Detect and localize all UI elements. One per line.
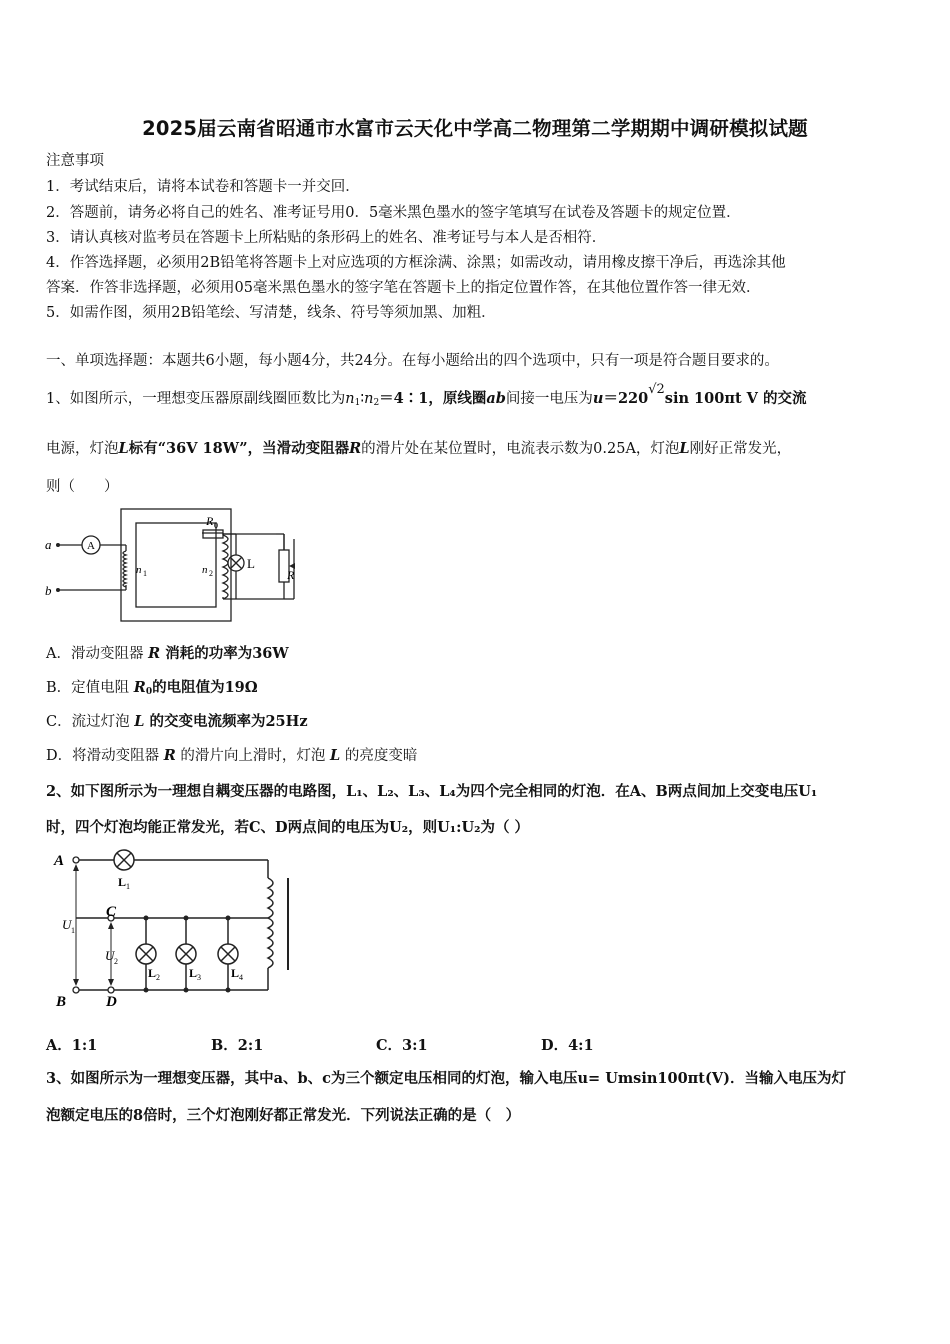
notice-item: 5．如需作图，须用2B铅笔绘、写清楚，线条、符号等须加黑、加粗． [46, 305, 496, 321]
svg-text:1: 1 [71, 926, 75, 935]
svg-text:L: L [148, 966, 157, 980]
section-heading: 一、单项选择题：本题共6小题，每小题4分，共24分。在每小题给出的四个选项中，只有一项是符合题目要求的。 [46, 353, 779, 369]
q2-option-a[interactable]: A．1:1 [46, 1037, 98, 1054]
q3-line2: 泡额定电压的8倍时，三个灯泡刚好都正常发光．下列说法正确的是（ ） [46, 1107, 521, 1124]
q2-line1: 2、如下图所示为一理想自耦变压器的电路图，L₁、L₂、L₃、L₄为四个完全相同的灯泡．在A、B两点间加上交变电压U₁ [46, 783, 818, 800]
svg-text:0: 0 [214, 521, 218, 530]
svg-text:b: b [45, 583, 52, 598]
sqrt-symbol: √2 [648, 382, 665, 397]
svg-text:R: R [287, 568, 295, 582]
svg-text:2: 2 [156, 973, 160, 982]
svg-text:1: 1 [143, 569, 147, 578]
q2-option-c[interactable]: C．3:1 [376, 1037, 428, 1054]
q2-option-b[interactable]: B．2:1 [211, 1037, 264, 1054]
notice-heading: 注意事项 [46, 153, 104, 169]
q3-line1: 3、如图所示为一理想变压器，其中a、b、c为三个额定电压相同的灯泡，输入电压u= Umsin100πt(V)．当输入电压为灯 [46, 1070, 846, 1087]
svg-text:C: C [106, 904, 117, 920]
q1-line2: 电源，灯泡L标有“36V 18W”，当滑动变阻器R的滑片处在某位置时，电流表示数为0.25A，灯泡L刚好正常发光， [46, 440, 792, 457]
q1-option-b[interactable]: B．定值电阻 $R_0$的电阻值为19Ω [46, 679, 258, 697]
svg-text:a: a [45, 537, 52, 552]
q2-circuit-diagram [48, 848, 303, 1013]
q1-line3: 则（ ） [46, 479, 119, 495]
svg-text:L: L [189, 966, 198, 980]
svg-text:U: U [105, 948, 115, 963]
q1-option-a[interactable]: A．滑动变阻器 R 消耗的功率为36W [46, 645, 289, 662]
svg-text:U: U [62, 917, 72, 932]
svg-text:n: n [202, 564, 208, 576]
svg-text:A: A [54, 853, 65, 869]
svg-text:4: 4 [239, 973, 243, 982]
notice-item: 2．答题前，请务必将自己的姓名、准考证号用0．5毫米黑色墨水的签字笔填写在试卷及答题卡的规定位置． [46, 205, 741, 221]
svg-text:1: 1 [126, 882, 130, 891]
svg-text:L: L [247, 556, 255, 571]
svg-text:n: n [136, 564, 142, 576]
q1-option-c[interactable]: C．流过灯泡 L 的交变电流频率为25Hz [46, 713, 308, 730]
svg-text:2: 2 [114, 957, 118, 966]
svg-text:B: B [56, 994, 67, 1010]
page-title: 2025届云南省昭通市水富市云天化中学高二物理第二学期期中调研模拟试题 [142, 117, 808, 140]
q1-line1: 1、如图所示，一理想变压器原副线圈匝数比为$n_1∶n_2=4∶1$，原线圈ab间接一电压为u＝220√2sin 100πt V 的交流 [46, 382, 807, 408]
svg-text:L: L [118, 875, 127, 889]
svg-text:L: L [231, 966, 240, 980]
q2-line2: 时，四个灯泡均能正常发光，若C、D两点间的电压为U₂，则U₁:U₂为（ ） [46, 819, 530, 836]
notice-item: 答案．作答非选择题，必须用05毫米黑色墨水的签字笔在答题卡上的指定位置作答，在其他位置作答一律无效． [46, 280, 761, 296]
svg-text:A: A [87, 540, 95, 552]
notice-item: 3．请认真核对监考员在答题卡上所粘贴的条形码上的姓名、准考证号与本人是否相符． [46, 230, 607, 246]
svg-text:3: 3 [197, 973, 201, 982]
notice-item: 1．考试结束后，请将本试卷和答题卡一并交回． [46, 179, 360, 195]
q1-option-d[interactable]: D．将滑动变阻器 R 的滑片向上滑时，灯泡 L 的亮度变暗 [46, 747, 418, 764]
svg-text:D: D [106, 994, 117, 1010]
q1-circuit-diagram [40, 505, 305, 625]
notice-item: 4．作答选择题，必须用2B铅笔将答题卡上对应选项的方框涂满、涂黑；如需改动，请用橡皮擦干净后，再选涂其他 [46, 255, 786, 271]
svg-text:2: 2 [209, 569, 213, 578]
q2-option-d[interactable]: D．4:1 [541, 1037, 594, 1054]
svg-text:R: R [206, 514, 214, 528]
